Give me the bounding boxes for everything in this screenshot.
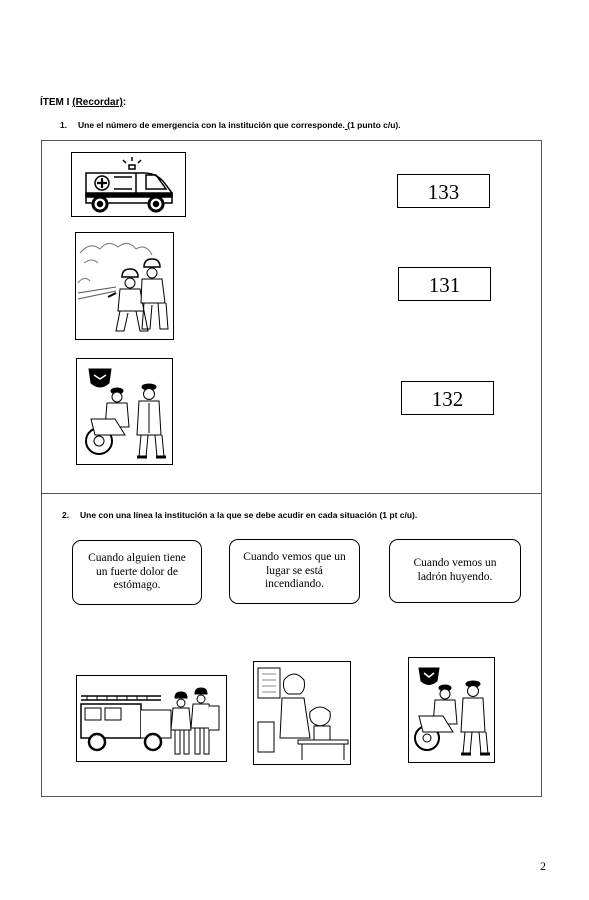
question-1-number: 1. [60,120,68,130]
question-2-number: 2. [62,510,70,520]
question-1-points: 1 punto c/u). [350,120,401,130]
situation-card-0: Cuando alguien tiene un fuerte dolor de estómago. [72,540,202,605]
doctor-image [253,661,351,765]
question-1 [60,120,401,130]
page-number: 2 [540,859,546,873]
emergency-number-2: 132 [401,381,494,415]
emergency-number-1: 131 [398,267,491,301]
police-image [76,358,173,465]
police-icon [77,359,172,464]
situation-card-1: Cuando vemos que un lugar se está incendiando. [229,539,360,604]
question-1-text: Une el número de emergencia con la institución que corresponde. [78,120,345,130]
question-2 [62,510,417,520]
item-title-underlined: (Recordar) [72,97,123,108]
item-title-suffix: : [122,97,127,108]
firefighters-image [75,232,174,340]
question-1-points-open: ( [344,120,351,130]
situation-card-2: Cuando vemos un ladrón huyendo. [389,539,521,603]
item-title [40,97,126,108]
question-2-text: Une con una línea la institución a la que se debe acudir en cada situación (1 pt c/u). [80,510,418,520]
fire-truck-image [76,675,227,762]
doctor-icon [254,662,350,764]
police-icon-2 [409,658,494,762]
police-image-2 [408,657,495,763]
ambulance-icon [72,153,185,216]
firefighters-icon [76,233,173,339]
emergency-number-0: 133 [397,174,490,208]
fire-truck-icon [77,676,226,761]
item-title-prefix: ÍTEM I [40,97,73,108]
ambulance-image [71,152,186,217]
